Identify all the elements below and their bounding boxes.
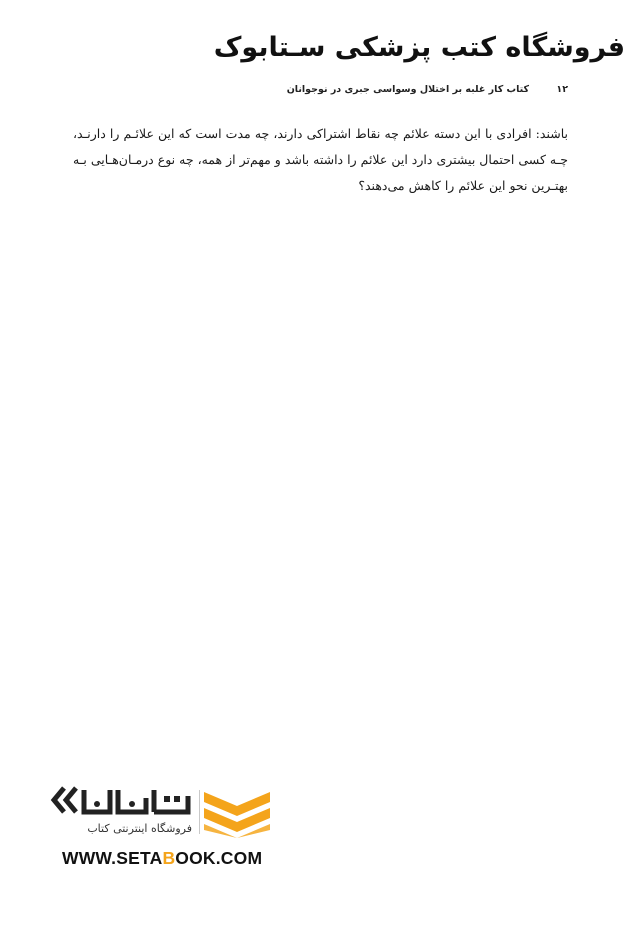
logo-divider xyxy=(199,790,200,834)
logo-tagline: فروشگاه اینترنتی کتاب xyxy=(87,822,192,835)
website-accent-letter: B xyxy=(162,848,176,868)
body-paragraph: باشند: افرادی با این دسته علائم چه نقاط اشتراکی دارند، چه مدت است که این علائـم را دارنـد، چـه کسی احتمال بیشتری دارد این علائم را داشته باشد و مهم‌تر از همه، چه نوع درمـان‌هـایی بـه بهتـرین نحو این علائم را کاهش می‌دهند؟ xyxy=(73,126,568,193)
setabook-logo xyxy=(50,782,275,842)
book-chevron-emblem-icon xyxy=(202,786,272,838)
website-prefix: WWW.SETA xyxy=(62,848,163,868)
running-header xyxy=(58,84,568,95)
website-url[interactable] xyxy=(62,848,262,869)
store-title: فروشگاه کتب پزشکی سـتابوک xyxy=(213,32,625,63)
website-suffix: OOK.COM xyxy=(175,848,263,868)
page-number: ۱۲ xyxy=(556,84,568,95)
setabook-wordmark-icon xyxy=(50,782,192,820)
book-title: کتاب کار غلبه بر اختلال وسواسی جبری در نوجوانان xyxy=(286,84,530,95)
